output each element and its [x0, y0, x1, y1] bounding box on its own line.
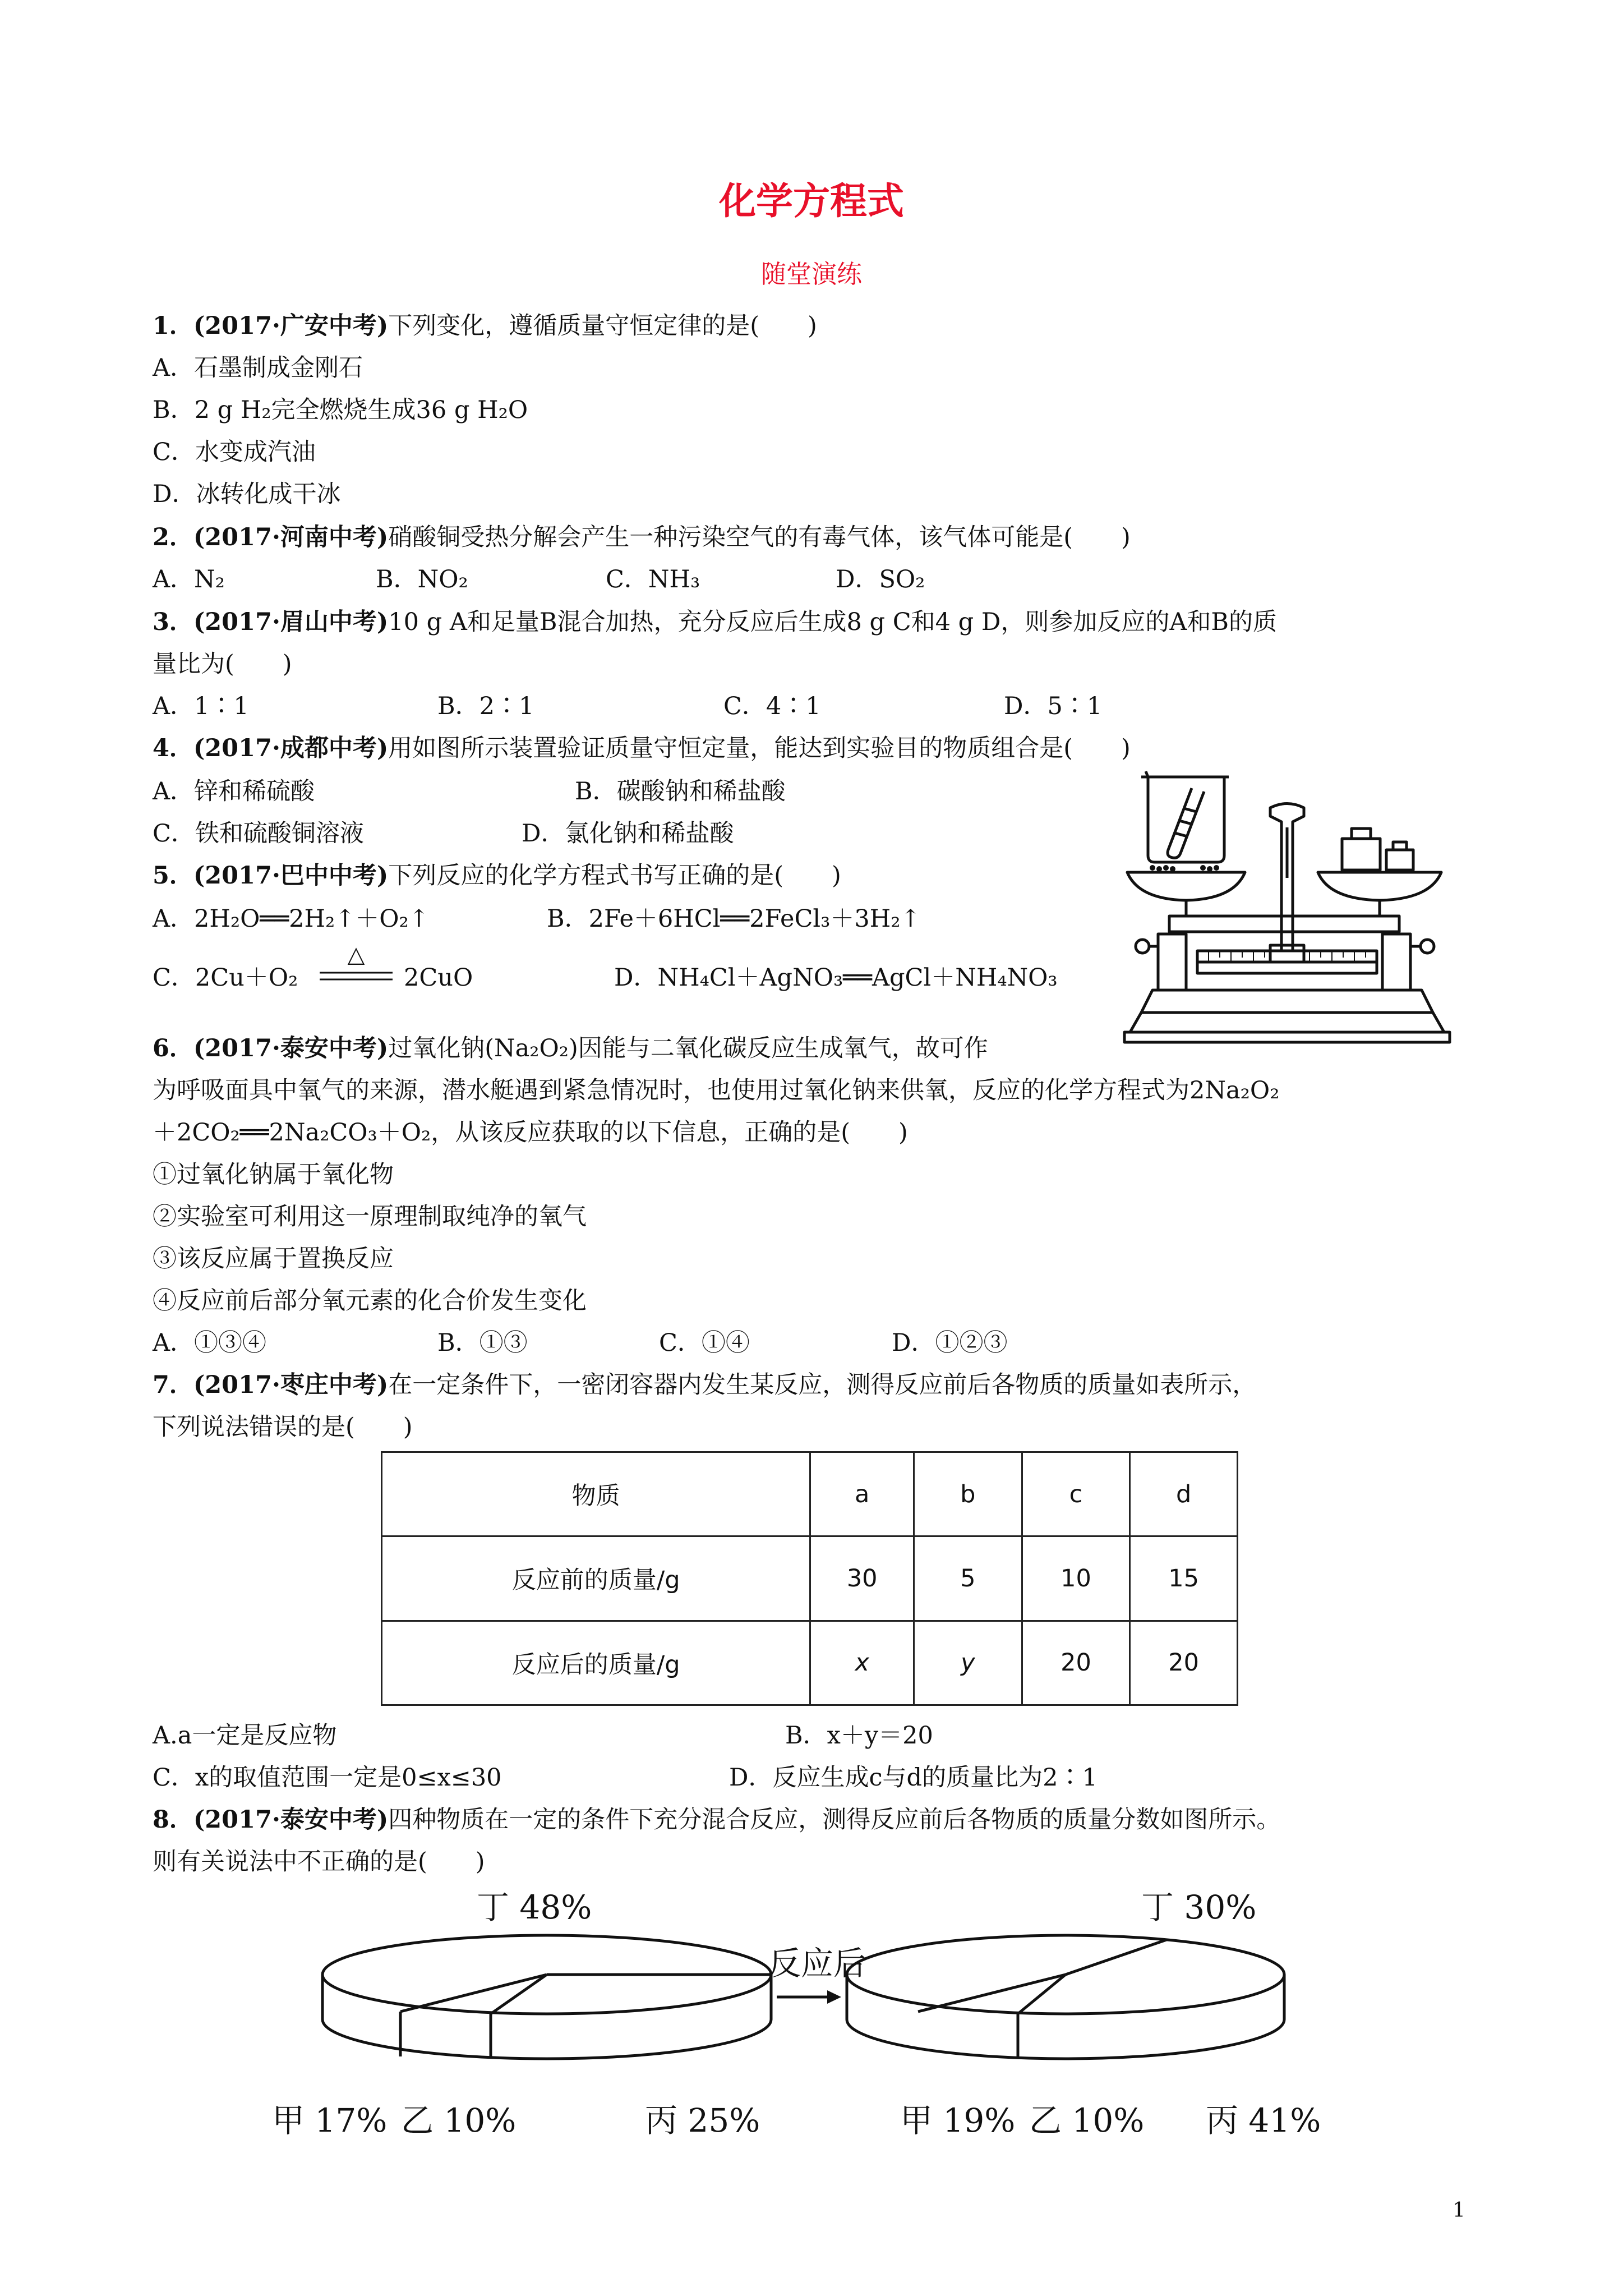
- question-1: [153, 314, 817, 338]
- table-cell: 20: [1022, 1621, 1130, 1705]
- option-b: B．2∶1: [437, 692, 534, 720]
- option-a: A．2H₂O══2H₂↑＋O₂↑: [153, 905, 429, 933]
- question-number: 3．: [153, 608, 193, 636]
- pie-charts-figure: [264, 1885, 1357, 2154]
- question-source: (2017·泰安中考): [193, 1034, 389, 1062]
- question-5: [153, 864, 841, 888]
- option-c: C．铁和硫酸铜溶液: [153, 820, 364, 848]
- question-text: 过氧化钠(Na₂O₂)因能与二氧化碳反应生成氧气，故可作: [388, 1034, 988, 1062]
- option-d: D．反应生成c与d的质量比为2∶1: [729, 1764, 1098, 1792]
- before-label-jia: 甲 17%: [272, 2101, 388, 2139]
- option-a: A．1∶1: [153, 692, 249, 720]
- table-cell: 物质: [382, 1452, 810, 1536]
- question-number: 6．: [153, 1034, 193, 1062]
- question-number: 4．: [153, 734, 193, 762]
- table-cell: 20: [1130, 1621, 1238, 1705]
- option-a: A．N₂: [153, 565, 225, 593]
- statement-1: ①过氧化钠属于氧化物: [153, 1161, 394, 1189]
- option-c: C．NH₃: [606, 565, 700, 593]
- question-text: 10 g A和足量B混合加热，充分反应后生成8 g C和4 g D，则参加反应的A和B的质: [388, 608, 1277, 636]
- question-text-cont: ＋2CO₂══2Na₂CO₃＋O₂，从该反应获取的以下信息，正确的是( ): [153, 1119, 908, 1147]
- option-d: D．氯化钠和稀盐酸: [522, 820, 734, 848]
- question-text: 下列反应的化学方程式书写正确的是( ): [388, 862, 841, 890]
- question-text: 在一定条件下，一密闭容器内发生某反应，测得反应前后各物质的质量如表所示，: [388, 1371, 1257, 1399]
- mass-table: [381, 1451, 1238, 1706]
- question-number: 7．: [153, 1371, 193, 1399]
- table-cell: 15: [1130, 1536, 1238, 1621]
- after-label-ding: 丁 30%: [1141, 1888, 1257, 1926]
- question-3: [153, 610, 1277, 634]
- table-cell: a: [810, 1452, 914, 1536]
- question-source: (2017·巴中中考): [193, 862, 389, 890]
- before-label-yi: 乙 10%: [401, 2101, 517, 2139]
- before-label-ding: 丁 48%: [477, 1888, 592, 1926]
- section-subtitle: 随堂演练: [760, 259, 862, 289]
- option-a: A.a一定是反应物: [153, 1722, 337, 1750]
- option-b: B．①③: [437, 1329, 528, 1357]
- statement-3: ③该反应属于置换反应: [153, 1245, 394, 1273]
- question-source: (2017·河南中考): [193, 523, 389, 551]
- option-c: C．x的取值范围一定是0≤x≤30: [153, 1764, 502, 1792]
- option-c: C．4∶1: [723, 692, 821, 720]
- question-source: (2017·枣庄中考): [193, 1371, 389, 1399]
- statement-4: ④反应前后部分氧元素的化合价发生变化: [153, 1287, 587, 1315]
- page-number: 1: [1453, 2199, 1465, 2222]
- question-6: [153, 1034, 988, 1062]
- question-4: [153, 734, 1131, 762]
- table-cell: x: [810, 1621, 914, 1705]
- question-text: 硝酸铜受热分解会产生一种污染空气的有毒气体，该气体可能是( ): [388, 523, 1131, 551]
- option-a: A．锌和稀硫酸: [153, 777, 315, 806]
- table-cell: 反应前的质量/g: [382, 1536, 810, 1621]
- question-text-cont: 量比为( ): [153, 650, 292, 678]
- option-b: B．NO₂: [376, 565, 468, 593]
- option-d: D．SO₂: [836, 565, 925, 593]
- option-c: C．2Cu＋O₂: [153, 964, 298, 992]
- question-number: 5．: [153, 862, 193, 890]
- question-number: 2．: [153, 523, 193, 551]
- option-d: D．①②③: [892, 1329, 1008, 1357]
- question-text: 用如图所示装置验证质量守恒定量，能达到实验目的物质组合是( ): [388, 734, 1131, 762]
- question-source: (2017·广安中考): [193, 312, 389, 340]
- question-text-cont: 下列说法错误的是( ): [153, 1413, 413, 1441]
- table-cell: 10: [1022, 1536, 1130, 1621]
- option-d: D．NH₄Cl＋AgNO₃══AgCl＋NH₄NO₃: [614, 964, 1058, 992]
- option-b: B．2 g H₂完全燃烧生成36 g H₂O: [153, 396, 528, 424]
- statement-2: ②实验室可利用这一原理制取纯净的氧气: [153, 1203, 587, 1231]
- arrow-label: 反应后: [768, 1944, 866, 1982]
- question-text: 下列变化，遵循质量守恒定律的是( ): [388, 312, 817, 340]
- option-b: B．x＋y＝20: [785, 1722, 933, 1750]
- option-c-product: 2CuO: [404, 964, 473, 992]
- question-text-cont: 为呼吸面具中氧气的来源，潜水艇遇到紧急情况时，也使用过氧化钠来供氧，反应的化学方程式为2Na₂O₂: [153, 1076, 1280, 1105]
- question-8: [153, 1808, 1280, 1832]
- table-cell: 30: [810, 1536, 914, 1621]
- option-a: A．①③④: [153, 1329, 267, 1357]
- balance-scale-figure: [1119, 766, 1455, 1046]
- page-title: 化学方程式: [719, 180, 904, 223]
- after-label-yi: 乙 10%: [1029, 2101, 1145, 2139]
- double-equals-sign: [317, 968, 395, 985]
- table-cell: b: [914, 1452, 1022, 1536]
- option-b: B．2Fe＋6HCl══2FeCl₃＋3H₂↑: [547, 905, 921, 933]
- option-b: B．碳酸钠和稀盐酸: [575, 777, 786, 806]
- option-c: C．①④: [659, 1329, 750, 1357]
- option-d: D．5∶1: [1004, 692, 1103, 720]
- table-cell: 5: [914, 1536, 1022, 1621]
- before-label-bing: 丙 25%: [645, 2101, 760, 2139]
- question-source: (2017·眉山中考): [193, 608, 389, 636]
- table-cell: 反应后的质量/g: [382, 1621, 810, 1705]
- question-source: (2017·泰安中考): [193, 1806, 389, 1834]
- question-7: [153, 1373, 1256, 1397]
- after-label-bing: 丙 41%: [1206, 2101, 1321, 2139]
- table-cell: d: [1130, 1452, 1238, 1536]
- table-row: [382, 1536, 1238, 1621]
- question-number: 1．: [153, 312, 193, 340]
- after-label-jia: 甲 19%: [900, 2101, 1016, 2139]
- question-text: 四种物质在一定的条件下充分混合反应，测得反应前后各物质的质量分数如图所示。: [388, 1806, 1281, 1834]
- option-a: A．石墨制成金刚石: [153, 354, 363, 382]
- table-row: [382, 1621, 1238, 1705]
- question-number: 8．: [153, 1806, 193, 1834]
- reaction-condition-heat: △: [347, 942, 365, 968]
- option-c: C．水变成汽油: [153, 438, 316, 466]
- option-d: D．冰转化成干冰: [153, 480, 341, 508]
- question-text-cont: 则有关说法中不正确的是( ): [153, 1848, 485, 1876]
- question-source: (2017·成都中考): [193, 734, 389, 762]
- question-2: [153, 523, 1131, 551]
- table-cell: c: [1022, 1452, 1130, 1536]
- table-header-row: [382, 1452, 1238, 1536]
- table-cell: y: [914, 1621, 1022, 1705]
